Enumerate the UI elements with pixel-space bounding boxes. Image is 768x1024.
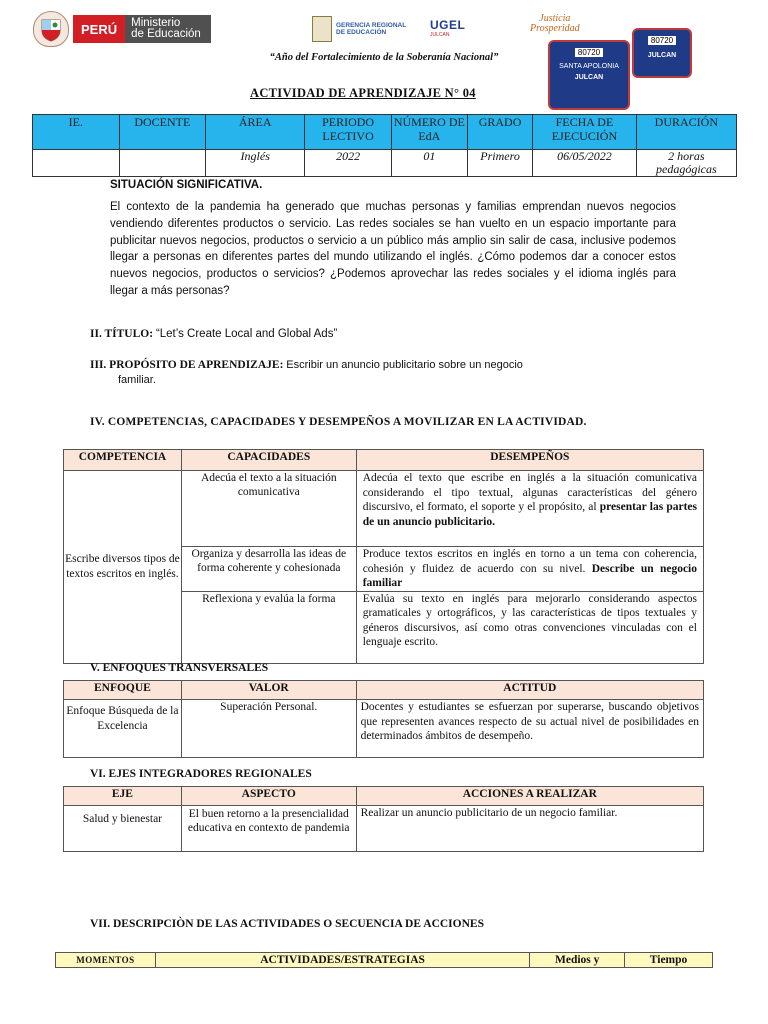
- capacidad-cell: Reflexiona y evalúa la forma: [181, 591, 356, 663]
- aspecto-cell: El buen retorno a la presencialidad educativa en contexto de pandemia: [181, 806, 356, 852]
- header-aspecto: ASPECTO: [181, 787, 356, 806]
- section-title-value: “Let’s Create Local and Global Ads”: [155, 328, 338, 340]
- value-area: Inglés: [206, 150, 305, 177]
- school-badge: 80720 SANTA APOLONIA JULCAN: [548, 40, 630, 110]
- header-acciones: ACCIONES A REALIZAR: [356, 787, 703, 806]
- enfoque-cell: Enfoque Búsqueda de la Excelencia: [64, 700, 182, 758]
- header-capacidades: CAPACIDADES: [181, 450, 356, 471]
- header-momentos: MOMENTOS: [56, 953, 156, 968]
- section-competencias-title: IV. COMPETENCIAS, CAPACIDADES Y DESEMPEÑOS A MOVILIZAR EN LA ACTIVIDAD.: [90, 416, 587, 428]
- header-periodo: PERIODO LECTIVO: [305, 115, 392, 150]
- section-enfoques-title: V. ENFOQUES TRANSVERSALES: [90, 662, 269, 674]
- peru-coat-of-arms-icon: [33, 11, 69, 47]
- info-table: [32, 114, 737, 177]
- desempeno-cell: Produce textos escritos en inglés en torno a un tema con coherencia, cohesión y fluidez de acuerdo con su nivel. Describe un negocio familiar: [356, 547, 703, 592]
- value-docente: [119, 150, 206, 177]
- activity-title: ACTIVIDAD DE APRENDIZAJE N° 04: [250, 86, 476, 100]
- ministry-logo: [33, 12, 263, 46]
- year-title: “Año del Fortalecimiento de la Soberanía Nacional”: [269, 52, 499, 63]
- eje-cell: Salud y bienestar: [64, 806, 182, 852]
- section-actividades-title: VII. DESCRIPCIÒN DE LAS ACTIVIDADES O SECUENCIA DE ACCIONES: [90, 918, 484, 930]
- header-enfoque: ENFOQUE: [64, 681, 182, 700]
- purpose-value-cont: familiar.: [118, 374, 156, 386]
- ejes-table: [63, 786, 704, 852]
- section-title: II. TÍTULO: “Let’s Create Local and Global Ads”: [90, 328, 338, 340]
- peru-label: PERÚ: [73, 15, 125, 43]
- gerencia-crest-icon: [312, 16, 332, 42]
- header-fecha: FECHA DE EJECUCIÓN: [533, 115, 636, 150]
- justicia-prosperidad-logo: Justicia Prosperidad: [530, 13, 580, 34]
- section-purpose: III. PROPÓSITO DE APRENDIZAJE: Escribir un anuncio publicitario sobre un negocio familiar.: [90, 358, 700, 388]
- purpose-value: Escribir un anuncio publicitario sobre un negocio: [286, 359, 523, 371]
- value-fecha: 06/05/2022: [533, 150, 636, 177]
- header-desempenos: DESEMPEÑOS: [356, 450, 703, 471]
- header-competencia: COMPETENCIA: [64, 450, 182, 471]
- header-area: ÁREA: [206, 115, 305, 150]
- header-eje: EJE: [64, 787, 182, 806]
- header-medios: Medios y: [530, 953, 625, 968]
- situation-title: SITUACIÓN SIGNIFICATIVA.: [110, 179, 263, 191]
- competencia-cell: Escribe diversos tipos de textos escritos en inglés.: [64, 471, 182, 664]
- header-tiempo: Tiempo: [625, 953, 713, 968]
- actitud-cell: Docentes y estudiantes se esfuerzan por superarse, buscando objetivos que representen avances respecto de su actual nivel de posibilidades en determinados ámbitos de desempeño.: [356, 700, 703, 758]
- ministry-label: Ministerio de Educación: [125, 15, 211, 43]
- situation-body: El contexto de la pandemia ha generado que muchas personas y familias emprendan nuevos negocios vendiendo diferentes productos o servicio. Las redes sociales se han vuelto en un espacio importante para publicitar nuevos negocios, productos o servicio a un público más amplio sin salir de casa, inclusive podemos llegar a personas en diferentes partes del mundo utilizando el inglés. ¿Cómo podemos dar a conocer estos nuevos negocios, productos o servicios? ¿Podemos aprovechar las redes sociales y el idioma inglés para llegar a más personas?: [110, 201, 676, 297]
- section-ejes-title: VI. EJES INTEGRADORES REGIONALES: [90, 768, 312, 780]
- momentos-table: [55, 952, 713, 968]
- value-grado: Primero: [467, 150, 532, 177]
- value-ie: [33, 150, 120, 177]
- header-valor: VALOR: [181, 681, 356, 700]
- capacidad-cell: Organiza y desarrolla las ideas de forma coherente y cohesionada: [181, 547, 356, 592]
- header-docente: DOCENTE: [119, 115, 206, 150]
- value-numero: 01: [391, 150, 467, 177]
- acciones-cell: Realizar un anuncio publicitario de un negocio familiar.: [356, 806, 703, 852]
- value-periodo: 2022: [305, 150, 392, 177]
- ugel-logo: UGEL JULCAN: [430, 18, 466, 38]
- header-grado: GRADO: [467, 115, 532, 150]
- enfoques-table: [63, 680, 704, 758]
- desempeno-cell: Adecúa el texto que escribe en inglés a la situación comunicativa considerando el tipo textual, algunas características del género discursivo, el formato, el soporte y el propósito, al presentar las partes de un anuncio publicitario.: [356, 471, 703, 547]
- header-ie: IE.: [33, 115, 120, 150]
- value-duracion: 2 horas pedagógicas: [636, 150, 736, 177]
- valor-cell: Superación Personal.: [181, 700, 356, 758]
- header-numero: NÚMERO DE EdA: [391, 115, 467, 150]
- desempeno-cell: Evalúa su texto en inglés para mejorarlo considerando aspectos gramaticales y ortográficos, y las características de tipos textuales y géneros discursivos, así como otras convenciones vinculadas con el lenguaje escrito.: [356, 591, 703, 663]
- header-actividades: ACTIVIDADES/ESTRATEGIAS: [155, 953, 529, 968]
- capacidad-cell: Adecúa el texto a la situación comunicativa: [181, 471, 356, 547]
- school-badge-small: 80720 JULCAN: [632, 28, 692, 78]
- header-duracion: DURACIÓN: [636, 115, 736, 150]
- header-actitud: ACTITUD: [356, 681, 703, 700]
- competencias-table: [63, 449, 704, 664]
- gerencia-regional-logo: GERENCIA REGIONAL DE EDUCACIÓN: [312, 16, 406, 42]
